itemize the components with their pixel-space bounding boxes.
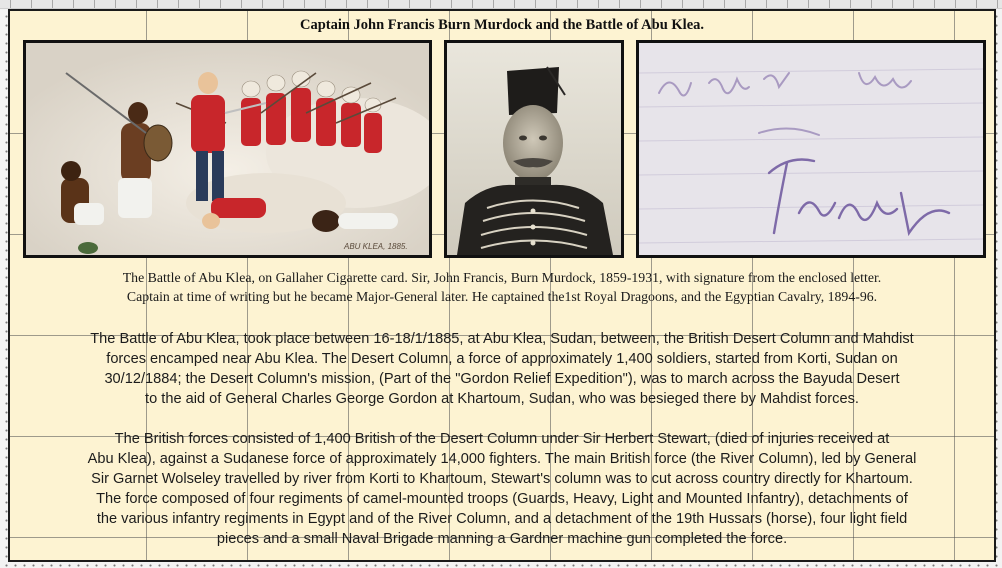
portrait-image	[444, 40, 624, 258]
ruler-tick	[430, 0, 431, 8]
ruler-tick	[283, 0, 284, 8]
card-inscription: ABU KLEA, 1885.	[344, 242, 408, 251]
ruler-tick	[598, 0, 599, 8]
image-caption-line-1: The Battle of Abu Klea, on Gallaher Cigarette card. Sir, John Francis, Burn Murdock, 1859-1931, with signature from the enclosed letter.	[122, 270, 882, 285]
ruler-tick	[472, 0, 473, 8]
ruler-tick	[346, 0, 347, 8]
ruler-tick	[31, 0, 32, 8]
ruler-tick	[241, 0, 242, 8]
ruler-tick	[703, 0, 704, 8]
ruler-tick	[829, 0, 830, 8]
ruler-tick	[871, 0, 872, 8]
officer-portrait-photo-icon	[447, 43, 621, 255]
ruler-tick	[409, 0, 410, 8]
ruler-tick	[262, 0, 263, 8]
ruler-tick	[94, 0, 95, 8]
ruler-tick	[955, 0, 956, 8]
handwritten-signature-icon	[639, 43, 983, 255]
ruler-tick	[682, 0, 683, 8]
signature-image	[636, 40, 986, 258]
ruler-tick	[10, 0, 11, 8]
paragraph-line: The Battle of Abu Klea, took place between 16-18/1/1885, at Abu Klea, Sudan, between, the British Desert Column and Mahdist	[90, 331, 914, 347]
ruler-tick	[661, 0, 662, 8]
ruler-tick	[199, 0, 200, 8]
ruler-tick	[745, 0, 746, 8]
ruler-tick	[304, 0, 305, 8]
ruler-tick	[556, 0, 557, 8]
ruler-tick	[493, 0, 494, 8]
paragraph-line: The British forces consisted of 1,400 British of the Desert Column under Sir Herbert Stewart, (died of injuries received at	[114, 431, 890, 447]
ruler-tick	[73, 0, 74, 8]
ruler-tick	[535, 0, 536, 8]
ruler-tick	[220, 0, 221, 8]
paragraph-line: The force composed of four regiments of camel-mounted troops (Guards, Heavy, Light and Mounted Infantry), detachments of	[96, 491, 908, 507]
ruler-tick	[157, 0, 158, 8]
paragraph-line: to the aid of General Charles George Gordon at Khartoum, Sudan, who was besieged there by Mahdist forces.	[145, 391, 859, 407]
paragraph-line: Sir Garnet Wolseley travelled by river from Korti to Khartoum, Stewart's column was to cut across country directly for Khartoum.	[91, 471, 913, 487]
battle-illustration-icon	[26, 43, 429, 255]
ruler-tick	[388, 0, 389, 8]
paragraph-battle-summary	[24, 329, 980, 409]
ruler-tick	[913, 0, 914, 8]
ruler-tick	[787, 0, 788, 8]
ruler-tick	[808, 0, 809, 8]
ruler-tick	[934, 0, 935, 8]
ruler-tick	[976, 0, 977, 8]
page-title: Captain John Francis Burn Murdock and the Battle of Abu Klea.	[299, 17, 705, 33]
ruler-tick	[640, 0, 641, 8]
battle-card-image	[23, 40, 432, 258]
ruler-tick	[52, 0, 53, 8]
paragraph-line: Abu Klea), against a Sudanese force of approximately 14,000 fighters. The main British force (the River Column), led by General	[87, 451, 917, 467]
ruler-tick	[850, 0, 851, 8]
ruler-tick	[724, 0, 725, 8]
ruler-tick	[136, 0, 137, 8]
ruler-tick	[766, 0, 767, 8]
ruler-tick	[115, 0, 116, 8]
ruler-tick	[451, 0, 452, 8]
ruler-tick	[619, 0, 620, 8]
paragraph-line: forces encamped near Abu Klea. The Desert Column, a force of approximately 1,400 soldiers, started from Korti, Sudan on	[106, 351, 898, 367]
content-panel	[8, 9, 996, 562]
ruler-tick	[997, 0, 998, 8]
paragraph-british-forces	[24, 429, 980, 549]
paragraph-line: pieces and a small Naval Brigade manning a Gardner machine gun completed the force.	[216, 531, 788, 547]
paragraph-line: 30/12/1884; the Desert Column's mission, (Part of the "Gordon Relief Expedition"), was to march across the Bayuda Desert	[104, 371, 900, 387]
ruler-tick	[367, 0, 368, 8]
top-ruler-strip	[0, 0, 1002, 9]
ruler-tick	[514, 0, 515, 8]
ruler-tick	[178, 0, 179, 8]
paragraph-line: the various infantry regiments in Egypt and of the River Column, and a detachment of the 19th Hussars (horse), four light field	[96, 511, 908, 527]
ruler-tick	[892, 0, 893, 8]
image-caption-line-2: Captain at time of writing but he became Major-General later. He captained the1st Royal Dragoons, and the Egyptian Cavalry, 1894-96.	[126, 289, 878, 304]
ruler-tick	[577, 0, 578, 8]
ruler-tick	[325, 0, 326, 8]
